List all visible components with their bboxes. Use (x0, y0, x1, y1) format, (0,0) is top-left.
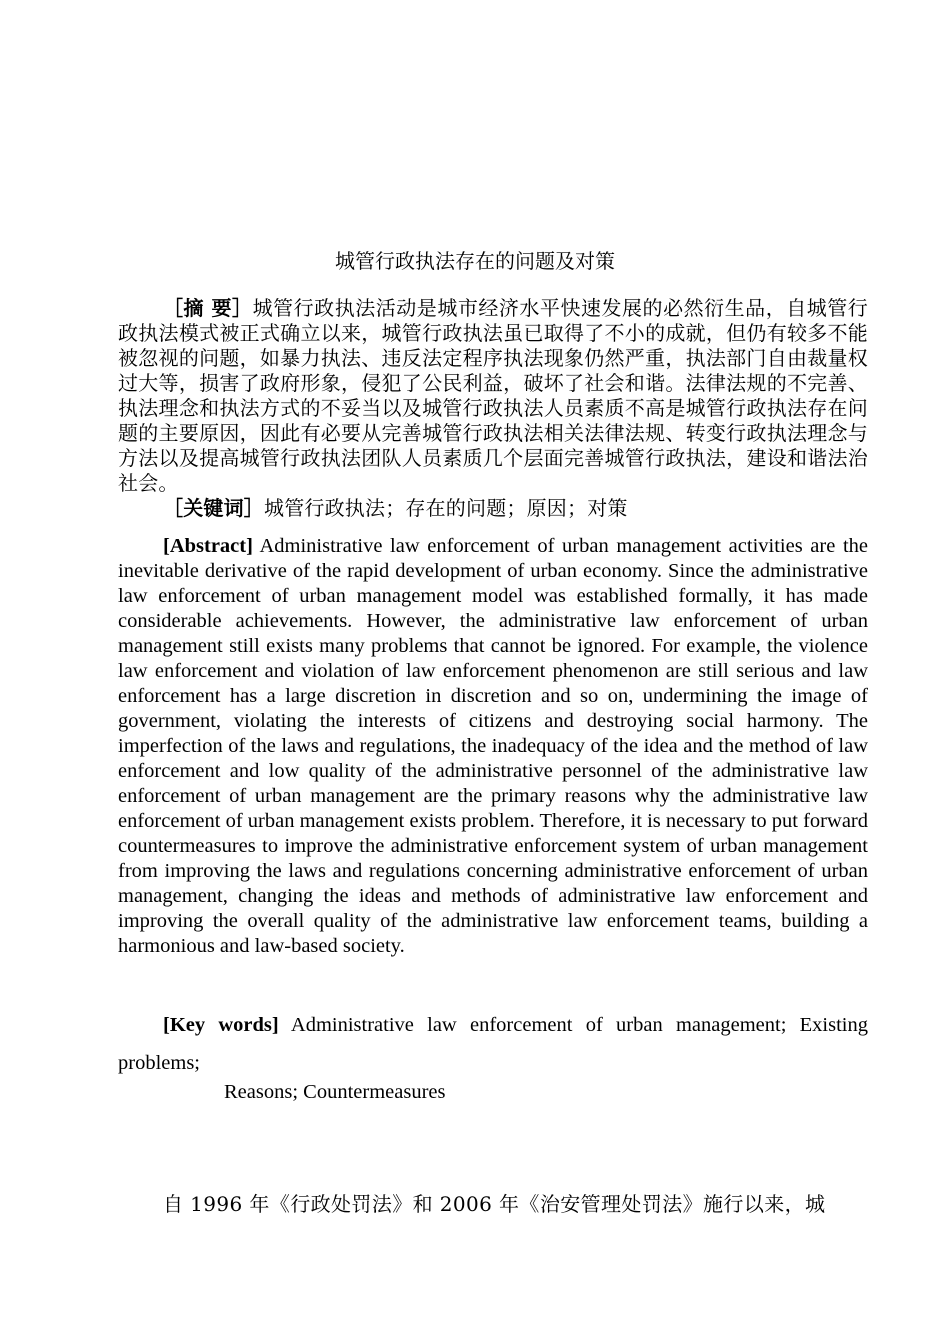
summary-paragraph (118, 296, 868, 496)
page-title: 城管行政执法存在的问题及对策 (335, 249, 615, 273)
summary-label: ［摘 要］ (163, 296, 253, 320)
keywords-en-paragraph (118, 1006, 868, 1082)
body-first-line: 自 1996 年《行政处罚法》和 2006 年《治安管理处罚法》施行以来，城 (163, 1192, 826, 1216)
keywords-cn-label: ［关键词］ (163, 496, 264, 520)
abstract-paragraph (118, 534, 868, 959)
keywords-cn-text: 城管行政执法；存在的问题；原因；对策 (264, 496, 628, 520)
summary-text: 城管行政执法活动是城市经济水平快速发展的必然衍生品，自城管行政执法模式被正式确立以来，城管行政执法虽已取得了不小的成就，但仍有较多不能被忽视的问题，如暴力执法、违反法定程序执法现象仍然严重，执法部门自由裁量权过大等，损害了政府形象，侵犯了公民利益，破坏了社会和谐。法律法规的不完善、执法理念和执法方式的不妥当以及城管行政执法人员素质不高是城管行政执法存在问题的主要原因，因此有必要从完善城管行政执法相关法律法规、转变行政执法理念与方法以及提高城管行政执法团队人员素质几个层面完善城管行政执法，建设和谐法治社会。 (118, 296, 869, 495)
keywords-en-label: [Key words] (163, 1014, 279, 1036)
abstract-text: Administrative law enforcement of urban management activities are the inevitable derivative of the rapid development of urban economy. Since the administrative law enforcement of urban management model was established formally, it has made considerable achievements. However, the administrative law enforcement of urban management still exists many problems that cannot be ignored. For example, the violence law enforcement and violation of law enforcement phenomenon are still serious and law enforcement has a large discretion in discretion and so on, undermining the image of government, violating the interests of citizens and destroying social harmony. The imperfection of the laws and regulations, the inadequacy of the idea and the method of law enforcement and low quality of the administrative personnel of the administrative law enforcement of urban management are the primary reasons why the administrative law enforcement of urban management exists problem. Therefore, it is necessary to put forward countermeasures to improve the administrative enforcement system of urban management from improving the laws and regulations concerning administrative enforcement of urban management, changing the ideas and methods of administrative law enforcement and improving the overall quality of the administrative law enforcement teams, building a harmonious and law-based society. (118, 535, 868, 957)
abstract-label: [Abstract] (163, 535, 253, 557)
keywords-en-text: Administrative law enforcement of urban management; Existing problems; (118, 1014, 868, 1074)
keywords-cn-paragraph (118, 496, 868, 521)
keywords-en-continuation: Reasons; Countermeasures (224, 1081, 446, 1103)
